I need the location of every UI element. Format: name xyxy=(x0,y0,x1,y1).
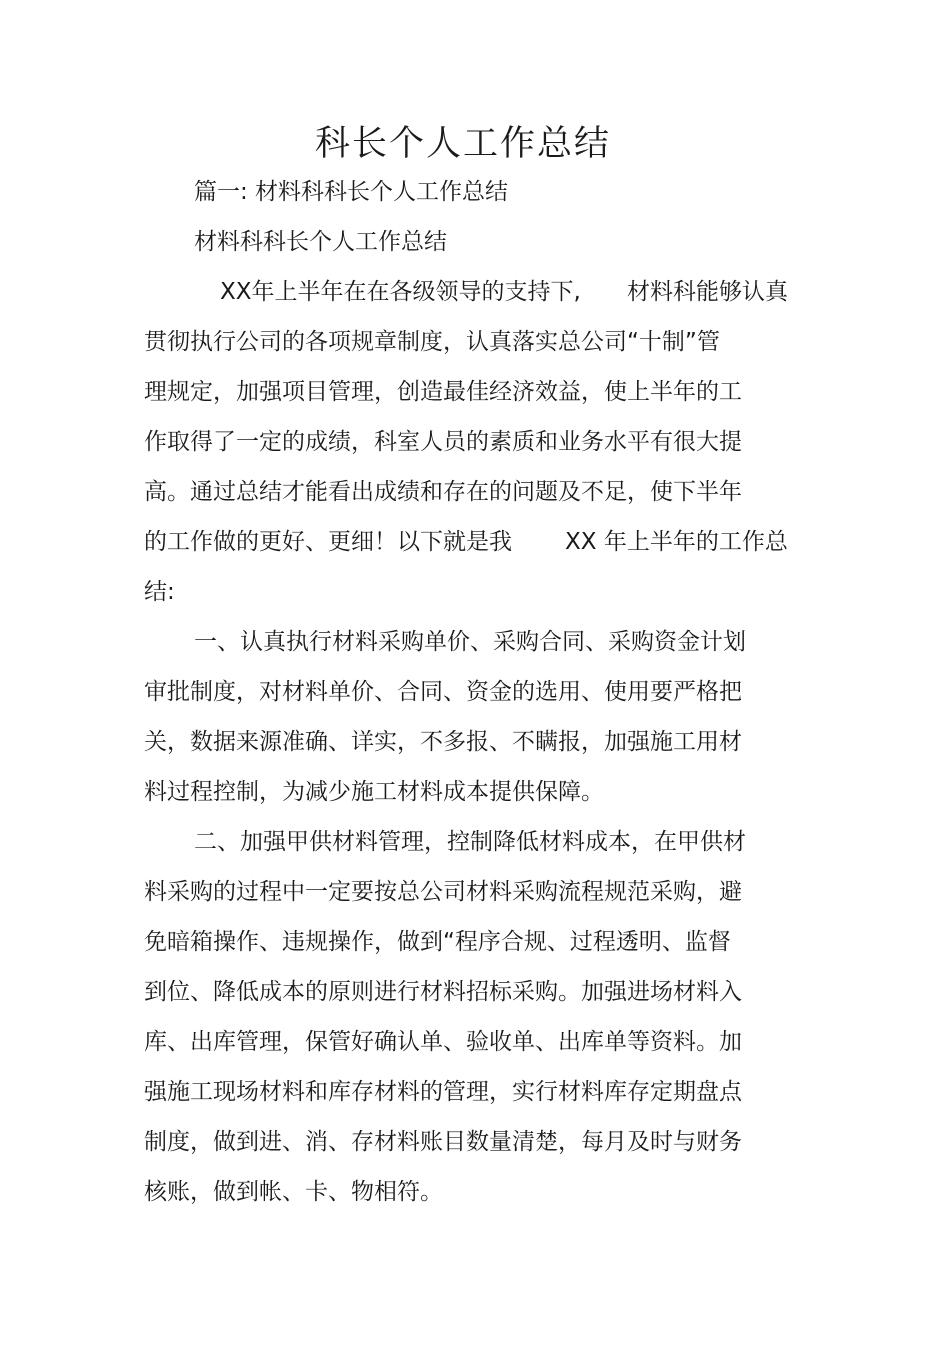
section1-line: 审批制度，对材料单价、合同、资金的选用、使用要严格把 xyxy=(144,679,742,705)
section2-line: 强施工现场材料和库存材料的管理，实行材料库存定期盘点 xyxy=(144,1079,742,1105)
section2-line: 二、加强甲供材料管理，控制降低材料成本，在甲供材 xyxy=(194,829,746,855)
intro-line: 贯彻执行公司的各项规章制度，认真落实总公司“十制”管 xyxy=(144,329,720,355)
section2-line: 库、出库管理，保管好确认单、验收单、出库单等资料。加 xyxy=(144,1029,742,1055)
section2-line: 免暗箱操作、违规操作，做到“程序合规、过程透明、监督 xyxy=(144,929,731,955)
section-heading: 材料科科长个人工作总结 xyxy=(194,229,447,255)
document-subtitle: 篇一: 材料科科长个人工作总结 xyxy=(194,179,509,205)
section2-line: 制度，做到进、消、存材料账目数量清楚，每月及时与财务 xyxy=(144,1129,742,1155)
intro-line: XX 年上半年的工作总 xyxy=(565,529,788,555)
section2-line: 料采购的过程中一定要按总公司材料采购流程规范采购，避 xyxy=(144,879,742,905)
intro-line: 结: xyxy=(144,579,175,605)
section2-line: 核账，做到帐、卡、物相符。 xyxy=(144,1179,443,1205)
intro-line: 作取得了一定的成绩，科室人员的素质和业务水平有很大提 xyxy=(144,429,742,455)
section2-line: 到位、降低成本的原则进行材料招标采购。加强进场材料入 xyxy=(144,979,742,1005)
document-title: 科长个人工作总结 xyxy=(314,124,611,164)
section1-line: 料过程控制，为减少施工材料成本提供保障。 xyxy=(144,779,604,805)
section1-line: 关，数据来源准确、详实，不多报、不瞒报，加强施工用材 xyxy=(144,729,742,755)
intro-line: XX年上半年在在各级领导的支持下, xyxy=(220,279,581,305)
intro-line: 理规定，加强项目管理，创造最佳经济效益，使上半年的工 xyxy=(144,379,742,405)
intro-line: 的工作做的更好、更细！以下就是我 xyxy=(144,529,512,555)
section1-line: 一、认真执行材料采购单价、采购合同、采购资金计划 xyxy=(194,629,746,655)
intro-line: 材料科能够认真 xyxy=(627,279,788,305)
intro-line: 高。通过总结才能看出成绩和存在的问题及不足，使下半年 xyxy=(144,479,742,505)
